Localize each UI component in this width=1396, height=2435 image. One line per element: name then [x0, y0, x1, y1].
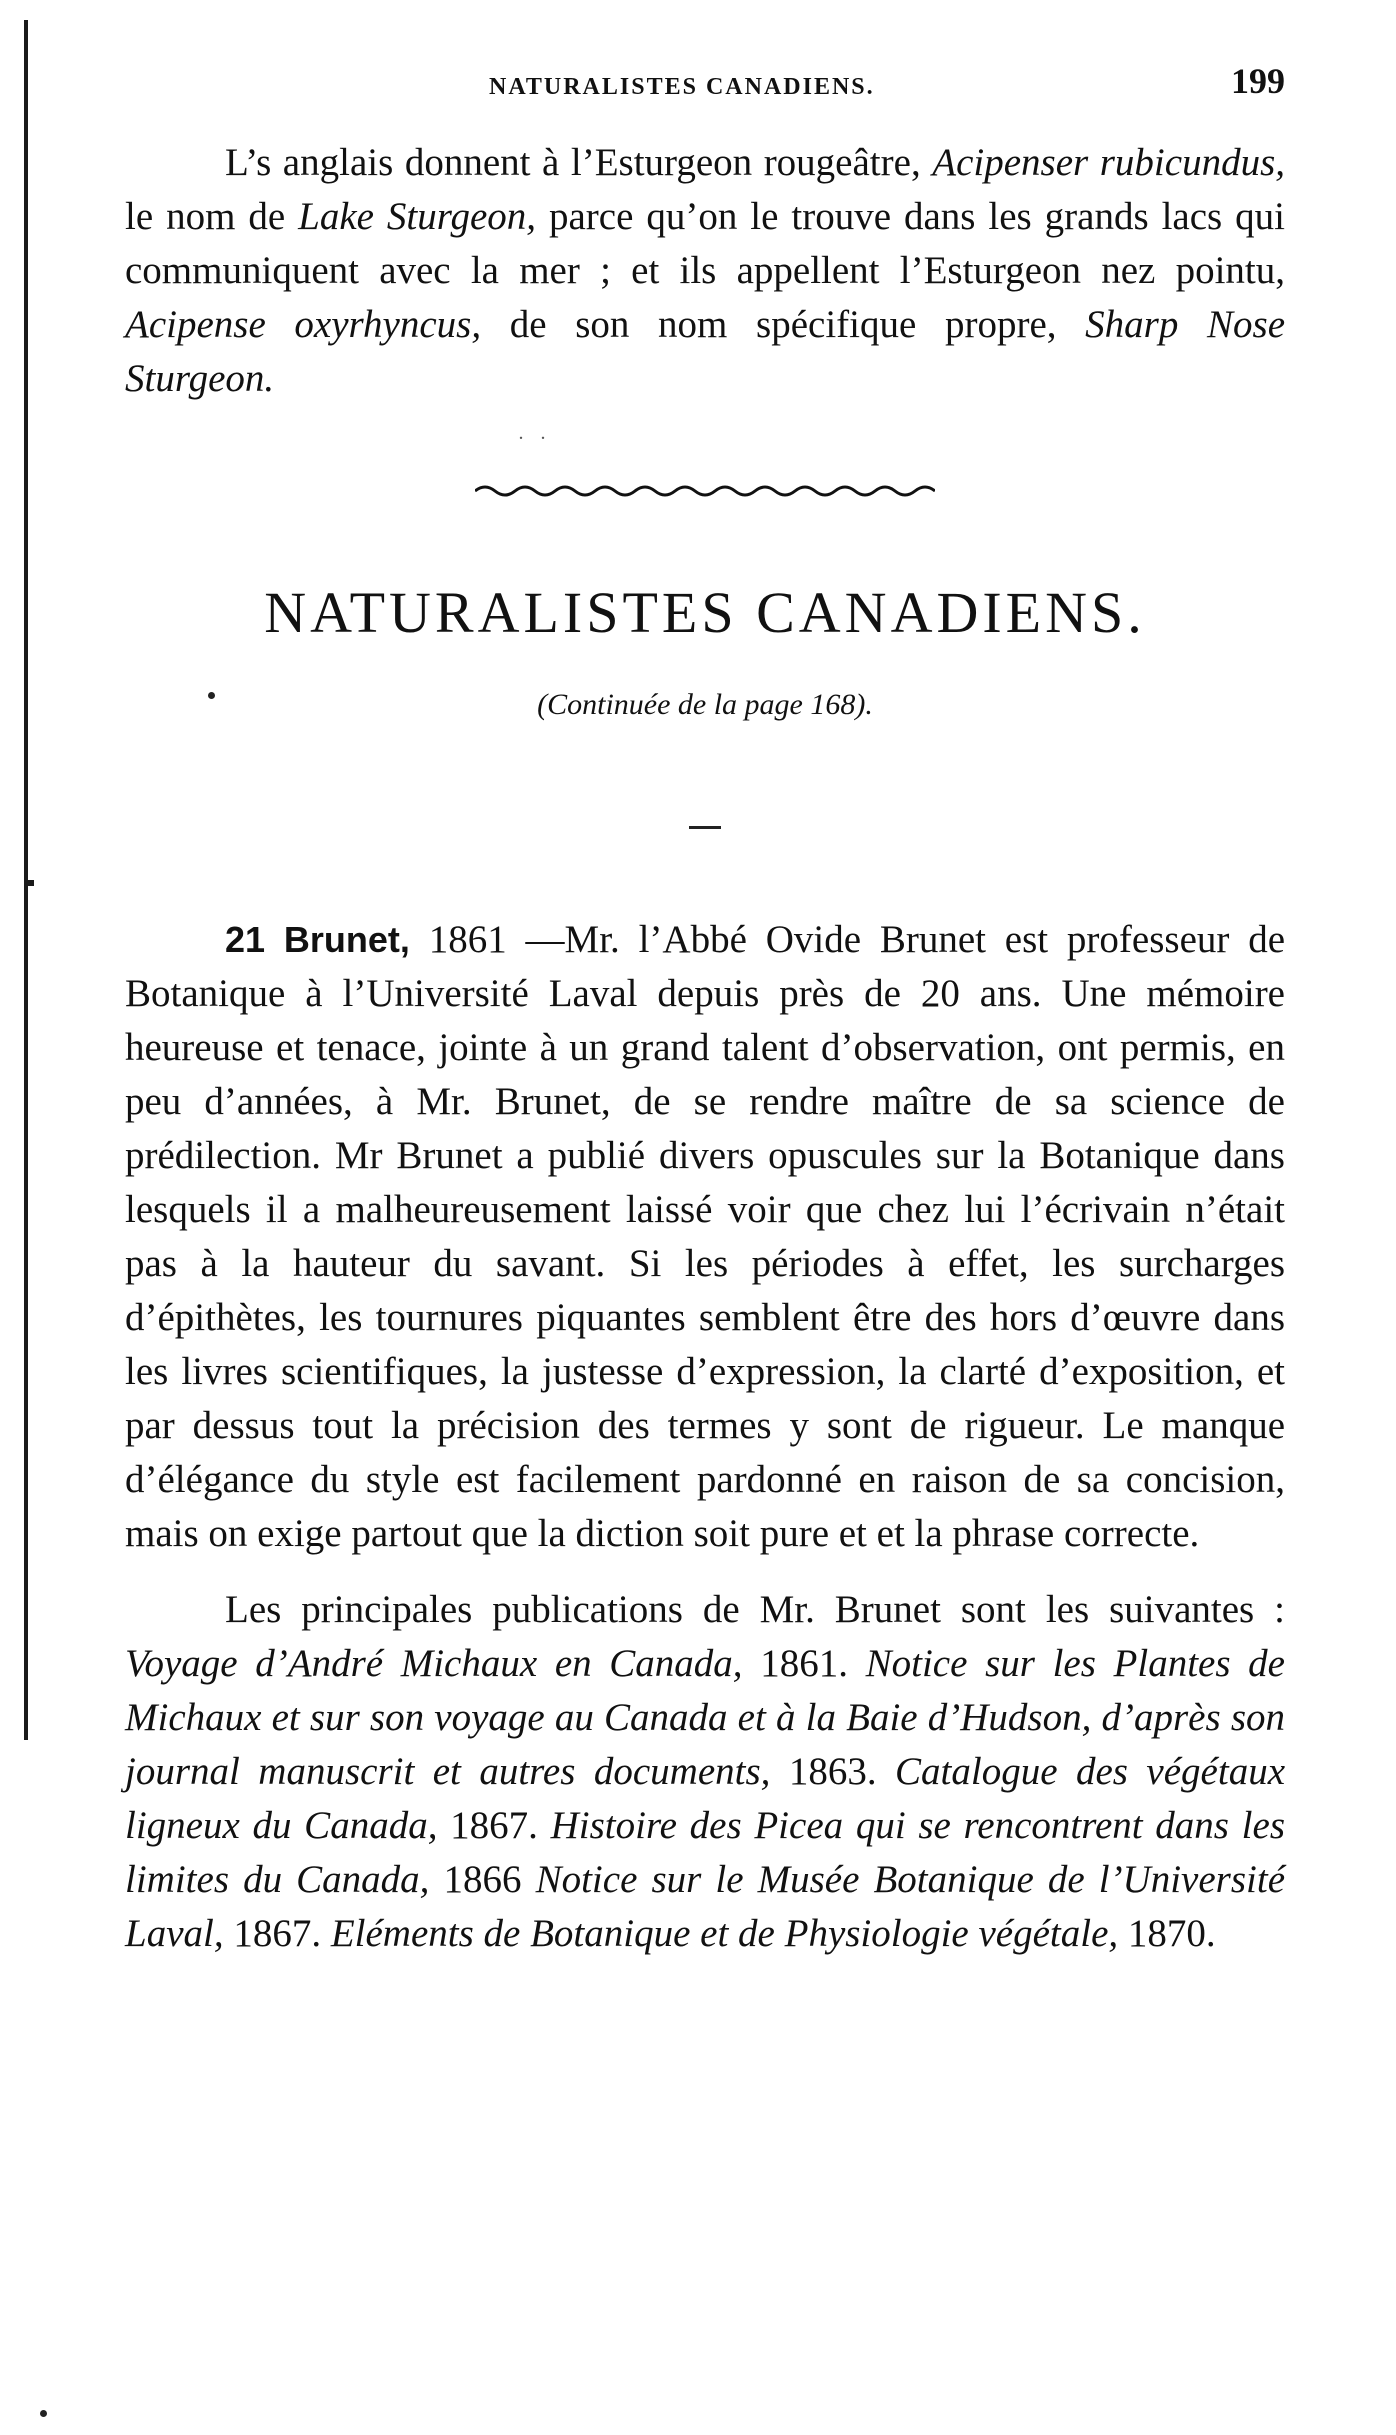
text-run: 1870.	[1118, 1912, 1216, 1955]
italic-title: Eléments de Botanique et de Physiologie végétale,	[330, 1912, 1119, 1955]
text-run: L’s anglais donnent à l’Esturgeon rougeâtre,	[225, 141, 933, 184]
running-head	[125, 48, 1285, 108]
wavy-rule-graphic	[475, 481, 935, 501]
ellipsis-marks: . .	[518, 422, 552, 444]
text-run: 1861.	[742, 1642, 866, 1685]
print-speck	[40, 2410, 47, 2417]
text-run: parce qu’on le trouve dans les grands lacs qui communiquent avec la mer ; et ils appellent l’Esturgeon nez pointu,	[125, 195, 1286, 292]
continued-note: (Continuée de la page 168).	[537, 688, 873, 721]
publications-paragraph	[125, 1583, 1285, 1961]
italic-species-name: Acipense oxyrhyncus,	[125, 303, 482, 346]
ornamental-wavy-rule	[475, 481, 935, 501]
sturgeon-note-paragraph	[125, 136, 1285, 406]
page-number: 199	[1231, 61, 1285, 101]
entry-name: Brunet,	[283, 919, 410, 960]
short-divider	[689, 826, 721, 829]
text-run: 1866	[429, 1858, 536, 1901]
entry-body-text: 1861 —Mr. l’Abbé Ovide Brunet est professeur de Botanique à l’Université Laval depuis près de 20 ans. Une mémoire heureuse et tenace, jointe à un grand talent d’observation, ont permis, en peu d’années, à Mr. Brunet, de se rendre maître de sa science de prédilection. Mr Brunet a publié divers opuscules sur la Botanique dans lesquels il a malheureusement laissé voir que chez lui l’écrivain n’était pas à la hauteur du savant. Si les périodes à effet, les surcharges d’épithètes, les tournures piquantes semblent être des hors d’œuvre dans les livres scientifiques, la justesse d’expression, la clarté d’exposition, et par dessus tout la précision des termes y sont de rigueur. Le manque d’élégance du style est facilement pardonné en raison de sa concision, mais on exige partout que la diction soit pure et et la phrase correcte.	[125, 918, 1286, 1555]
italic-title: Histoire des Picea qui se rencontrent dans les limites du Canada,	[125, 1804, 1285, 1901]
book-page	[125, 48, 1285, 1961]
text-run: 1867.	[437, 1804, 551, 1847]
entry-number: 21	[225, 919, 266, 960]
italic-common-name: Lake Sturgeon,	[298, 195, 537, 238]
italic-title: Catalogue des végétaux ligneux du Canada,	[125, 1750, 1286, 1847]
text-run: Les principales publications de Mr. Brunet sont les suivantes :	[225, 1588, 1285, 1631]
section-title: NATURALISTES CANADIENS.	[264, 580, 1146, 645]
italic-species-name: Acipenser rubicundus,	[932, 141, 1285, 184]
text-run: 1867.	[223, 1912, 331, 1955]
italic-title: Notice sur le Musée Botanique de l’Université Laval,	[125, 1858, 1286, 1955]
running-title: NATURALISTES CANADIENS.	[489, 74, 875, 100]
text-run: de son nom spécifique propre,	[481, 303, 1086, 346]
entry-21-paragraph	[125, 913, 1285, 1561]
text-run: le nom de	[125, 195, 299, 238]
text-run: 1863.	[770, 1750, 896, 1793]
italic-common-name: Sharp Nose Sturgeon.	[125, 303, 1286, 400]
italic-title: Voyage d’André Michaux en Canada,	[125, 1642, 743, 1685]
italic-title: Notice sur les Plantes de Michaux et sur son voyage au Canada et à la Baie d’Hudson, d’après son journal manuscrit et autres documents,	[125, 1642, 1285, 1793]
binding-edge-mark	[28, 880, 34, 886]
